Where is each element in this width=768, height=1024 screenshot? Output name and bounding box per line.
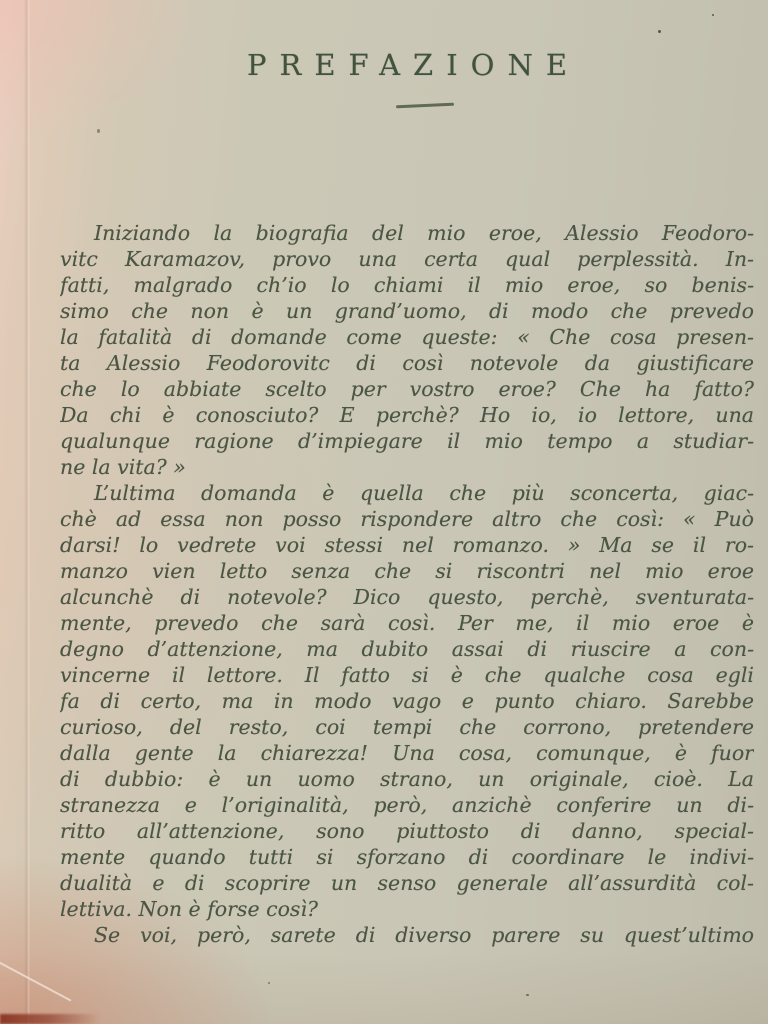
text-line: fatti, malgrado ch’io lo chiami il mio eroe, so benis- xyxy=(60,273,754,297)
page-title: PREFAZIONE xyxy=(247,48,580,82)
text-line: ritto all’attenzione, sono piuttosto di danno, special- xyxy=(60,819,754,843)
text-line: dalla gente la chiarezza! Una cosa, comunque, è fuor xyxy=(60,741,754,765)
paper-speck xyxy=(268,982,270,984)
paragraph xyxy=(60,220,754,480)
text-line: vincerne il lettore. Il fatto si è che qualche cosa egli xyxy=(60,663,754,687)
scratch-mark xyxy=(0,960,72,1001)
paper-speck xyxy=(526,994,529,996)
paragraph xyxy=(60,922,754,948)
text-line: alcunchè di notevole? Dico questo, perchè, sventurata- xyxy=(60,585,754,609)
text-line: mente quando tutti si sforzano di coordinare le indivi- xyxy=(60,845,754,869)
text-line: Da chi è conosciuto? E perchè? Ho io, io lettore, una xyxy=(60,403,754,427)
text-line: simo che non è un grand’uomo, di modo che prevedo xyxy=(60,299,754,323)
text-line: fa di certo, ma in modo vago e punto chiaro. Sarebbe xyxy=(60,689,754,713)
title-divider xyxy=(396,103,454,109)
corner-shadow xyxy=(0,1014,100,1024)
paper-speck xyxy=(97,129,100,133)
paper-speck xyxy=(712,14,714,16)
paper-speck xyxy=(658,30,661,33)
text-line: ne la vita? » xyxy=(60,455,186,479)
body-text xyxy=(60,220,754,948)
text-line: che lo abbiate scelto per vostro eroe? Che ha fatto? xyxy=(60,377,754,401)
text-line: chè ad essa non posso rispondere altro che così: « Può xyxy=(60,507,754,531)
text-line: vitc Karamazov, provo una certa qual perplessità. In- xyxy=(60,247,754,271)
text-line: la fatalità di domande come queste: « Che cosa presen- xyxy=(60,325,754,349)
text-line: manzo vien letto senza che si riscontri nel mio eroe xyxy=(60,559,754,583)
page-crease-line xyxy=(24,0,30,1024)
text-line: darsi! lo vedrete voi stessi nel romanzo. » Ma se il ro- xyxy=(60,533,754,557)
paragraph xyxy=(60,480,754,922)
text-line: lettiva. Non è forse così? xyxy=(60,897,318,921)
text-line: dualità e di scoprire un senso generale all’assurdità col- xyxy=(60,871,754,895)
text-line: ta Alessio Feodorovitc di così notevole da giustificare xyxy=(60,351,754,375)
text-line: degno d’attenzione, ma dubito assai di riuscire a con- xyxy=(60,637,754,661)
text-line: stranezza e l’originalità, però, anzichè conferire un di- xyxy=(60,793,754,817)
text-line: Se voi, però, sarete di diverso parere su quest’ultimo xyxy=(94,923,754,947)
text-line: di dubbio: è un uomo strano, un originale, cioè. La xyxy=(60,767,754,791)
text-line: curioso, del resto, coi tempi che corrono, pretendere xyxy=(60,715,754,739)
text-line: mente, prevedo che sarà così. Per me, il mio eroe è xyxy=(60,611,754,635)
text-line: L’ultima domanda è quella che più sconcerta, giac- xyxy=(94,481,754,505)
text-line: qualunque ragione d’impiegare il mio tempo a studiar- xyxy=(60,429,754,453)
text-line: Iniziando la biografia del mio eroe, Alessio Feodoro- xyxy=(94,221,754,245)
